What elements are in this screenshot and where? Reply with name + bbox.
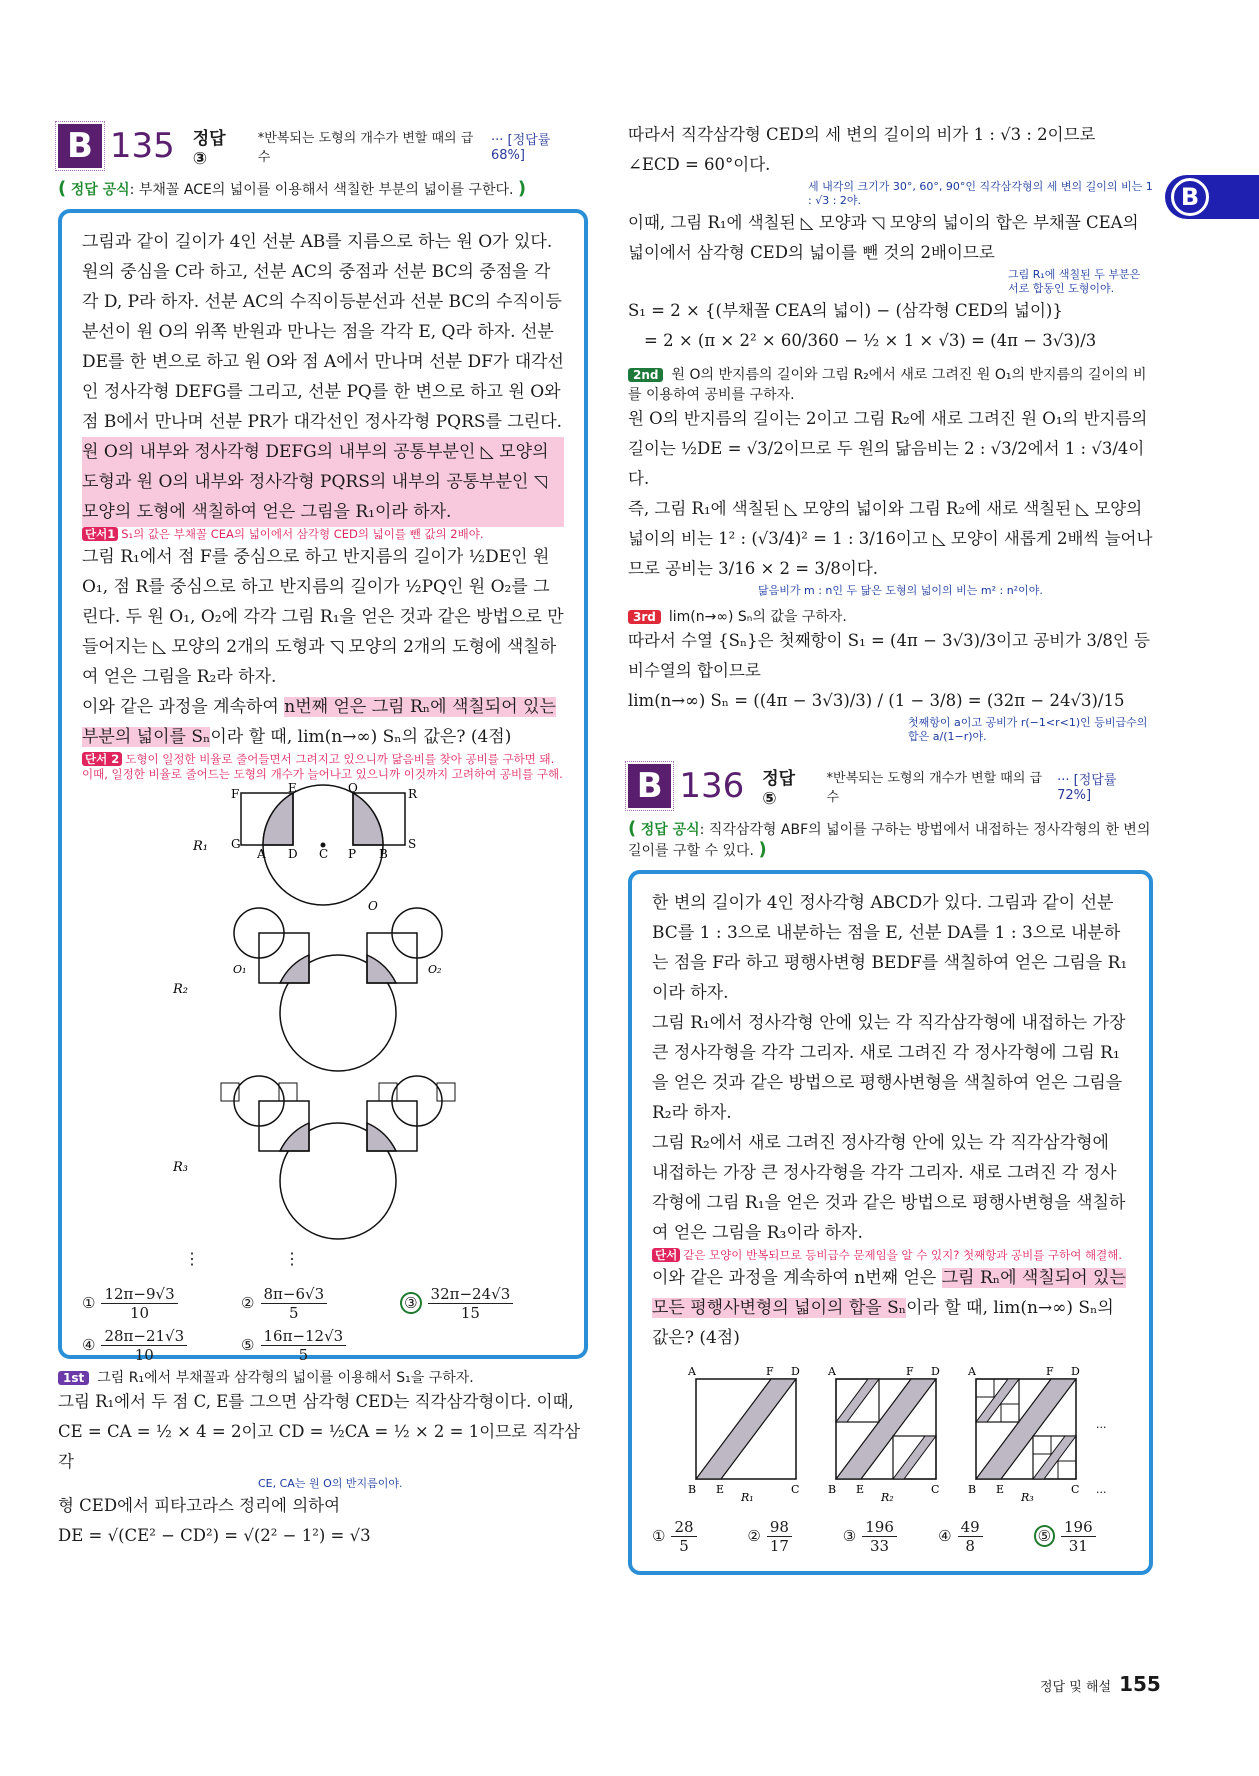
problem-text: 그림과 같이 길이가 4인 선분 AB를 지름으로 하는 원 O가 있다. 원의 중심을 C라 하고, 선분 AC의 중점과 선분 BC의 중점을 각각 D, P라 하자. 선분 AC의 수직이등분선과 선분 BC의 수직이등분선이 원 O의 위쪽 반원과 만나는 점을 각각 E, Q라 하자. 선분 DE를 한 변으로 하고 원 O와 점 A에서 만나며 선분 DF가 대각선인 정사각형 DEFG를 그리고, 선분 PQ를 한 변으로 하고 원 O와 점 B에서 만나며 선분 PR가 대각선인 정사각형 PQRS를 그린다. (82, 232, 564, 432)
q136-badge: B (628, 764, 671, 808)
problem-text-4: 이와 같은 과정을 계속하여 n번째 얻은 그림 Rₙ에 색칠되어 있는 모든 평행사변형의 넓이의 합을 Sₙ이라 할 때, lim(n→∞) Sₙ의 값은? (4점) (652, 1268, 1126, 1348)
step-text: 그림 R₁에서 부채꼴과 삼각형의 넓이를 이용해서 S₁을 구하자. (97, 1370, 474, 1386)
svg-text:R₃: R₃ (173, 1160, 188, 1175)
svg-text:···: ··· (1095, 1486, 1106, 1499)
svg-text:R₂: R₂ (880, 1491, 894, 1504)
svg-text:B: B (379, 847, 388, 861)
svg-text:F: F (765, 1365, 774, 1378)
page-number: 155 (1119, 1672, 1161, 1696)
svg-text:A: A (967, 1365, 976, 1378)
choice-4[interactable]: ④ $\frac{28\pi-21√3}{10}$ (82, 1324, 241, 1366)
hint-text: 도형이 일정한 비율로 줄어들면서 그려지고 있으니까 닮음비를 찾아 공비를 구하면 돼. 이때, 일정한 비율로 줄어드는 도형의 개수가 늘어나고 있으니까 이것까지 고려하여 공비를 구해. (82, 752, 563, 781)
hint-tag: 단서 (652, 1248, 680, 1262)
formula-text: : 부채꼴 ACE의 넓이를 이용해서 색칠한 부분의 넓이를 구한다. (129, 182, 514, 198)
hint-1 (82, 527, 564, 542)
q136-choices (652, 1515, 1129, 1557)
svg-text:B: B (687, 1483, 696, 1496)
choice-2[interactable]: ② $\frac{8\pi-6√3}{5}$ (241, 1282, 400, 1324)
solution-line: CE = CA = ½ × 4 = 2이고 CD = ½CA = ½ × 2 = 1이므로 직각삼각 (58, 1422, 581, 1471)
choice-1[interactable]: ① $\frac{12\pi-9√3}{10}$ (82, 1282, 241, 1324)
solution-line: 그림 R₁에서 두 점 C, E를 그으면 삼각형 CED는 직각삼각형이다. 이때, (58, 1392, 574, 1411)
svg-text:O₁: O₁ (233, 963, 247, 976)
formula-text: : 직각삼각형 ABF의 넓이를 구하는 방법에서 내접하는 정사각형의 한 변의 길이를 구할 수 있다. (628, 822, 1151, 859)
solution-note: CE, CA는 원 O의 반지름이야. (258, 1477, 403, 1490)
q135-formula: ( 정답 공식: 부채꼴 ACE의 넓이를 이용해서 색칠한 부분의 넓이를 구한다. ) (58, 178, 527, 199)
svg-text:D: D (930, 1365, 940, 1378)
figure-squares (656, 1361, 1126, 1504)
svg-text:C: C (1070, 1483, 1079, 1496)
formula-label: 정답 공식 (640, 822, 700, 838)
svg-text:D: D (288, 847, 298, 861)
q135-header (58, 120, 588, 172)
svg-text:E: E (288, 781, 297, 795)
solution-continued (628, 120, 1153, 1575)
section-tab-letter: B (1171, 178, 1209, 216)
svg-text:R₂: R₂ (173, 982, 188, 997)
q136-problem-box (628, 870, 1153, 1575)
q136-number: 136 (679, 766, 745, 806)
step-2 (628, 364, 1153, 404)
solution-line: lim(n→∞) Sₙ = ((4π − 3√3)/3) / (1 − 3/8) = (32π − 24√3)/15 (628, 691, 1125, 710)
svg-text:G: G (231, 837, 241, 851)
solution-line: 이때, 그림 R₁에 색칠된 ◺ 모양과 ◹ 모양의 넓이의 합은 부채꼴 CEA의 넓이에서 삼각형 CED의 넓이를 뺀 것의 2배이므로 (628, 213, 1139, 262)
choice-5[interactable]: ⑤ $\frac{16\pi-12√3}{5}$ (241, 1324, 400, 1366)
svg-text:C: C (790, 1483, 799, 1496)
svg-text:F: F (1045, 1365, 1054, 1378)
hint-text: S₁의 값은 부채꼴 CEA의 넓이에서 삼각형 CED의 넓이를 뺀 값의 2배야. (121, 527, 484, 541)
solution-line: DE = √(CE² − CD²) = √(2² − 1²) = √3 (58, 1526, 371, 1545)
q136-answer: 정답 ⑤ (762, 768, 796, 809)
problem-highlight: 원 O의 내부와 정사각형 DEFG의 내부의 공통부분인 ◺ 모양의 도형과 원 O의 내부와 정사각형 PQRS의 내부의 공통부분인 ◹ 모양의 도형에 색칠하여 얻은 그림을 R₁이라 하자. (82, 437, 564, 527)
svg-text:C: C (319, 847, 329, 861)
q135-topic: *반복되는 도형의 개수가 변할 때의 급수 (257, 131, 474, 165)
step-3 (628, 606, 1153, 626)
section-tab (1165, 175, 1259, 219)
svg-text:P: P (348, 847, 357, 861)
svg-text:R₁: R₁ (193, 839, 208, 854)
q136-rate: ··· [정답률 72%] (1057, 773, 1117, 803)
svg-text:O₂: O₂ (428, 963, 442, 976)
svg-text:S: S (408, 837, 417, 851)
step-text: 원 O의 반지름의 길이와 그림 R₂에서 새로 그려진 원 O₁의 반지름의 길이의 비를 이용하여 공비를 구하자. (628, 367, 1147, 403)
q135-choices (82, 1282, 564, 1366)
hint-tag: 단서 2 (82, 752, 122, 766)
step-tag: 1st (58, 1371, 89, 1385)
q136-header (628, 760, 1153, 812)
svg-text:E: E (715, 1483, 724, 1496)
solution-line: = 2 × (π × 2² × 60/360 − ½ × 1 × √3) = (4π − 3√3)/3 (644, 331, 1097, 350)
hint (652, 1248, 1129, 1263)
solution-line: ∠ECD = 60°이다. (628, 155, 771, 174)
problem-text-2: 그림 R₁에서 점 F를 중심으로 하고 반지름의 길이가 ½DE인 원 O₁, 점 R를 중심으로 하고 반지름의 길이가 ½PQ인 원 O₂를 그린다. 두 원 O₁, O₂에 각각 그림 R₁을 얻은 것과 같은 방법으로 만들어지는 ◺ 모양의 2개의 도형과 ◹ 모양의 2개의 도형에 색칠하여 얻은 그림을 R₂라 하자. (82, 547, 564, 687)
solution-line: 형 CED에서 피타고라스 정리에 의하여 (58, 1496, 341, 1515)
svg-text:A: A (257, 847, 266, 861)
solution-line: 원 O의 반지름의 길이는 2이고 그림 R₂에 새로 그려진 원 O₁의 반지름의 길이는 ½DE = √3/2이므로 두 원의 닮음비는 2 : √3/2에서 1 : √3/4이다. (628, 409, 1148, 488)
question-135 (58, 120, 588, 1551)
step-text: lim(n→∞) Sₙ의 값을 구하자. (668, 609, 847, 625)
continuation-dots: ⋮ ⋮ (184, 1249, 300, 1268)
solution-note: 첫째항이 a이고 공비가 r(−1<r<1)인 등비급수의 합은 a/(1−r)야. (908, 716, 1148, 743)
page-footer (1040, 1672, 1161, 1696)
problem-text-3: 이와 같은 과정을 계속하여 n번째 얻은 그림 Rₙ에 색칠되어 있는 부분의 넓이를 Sₙ이라 할 때, lim(n→∞) Sₙ의 값은? (4점) (82, 697, 556, 747)
svg-text:D: D (1070, 1365, 1080, 1378)
question-136 (628, 760, 1153, 1575)
svg-text:A: A (687, 1365, 696, 1378)
solution-note: 그림 R₁에 색칠된 두 부분은 서로 합동인 도형이야. (1008, 268, 1141, 295)
svg-text:A: A (827, 1365, 836, 1378)
step-tag: 2nd (628, 368, 663, 382)
svg-text:B: B (967, 1483, 976, 1496)
figure-r1 (173, 781, 473, 915)
problem-text: 한 변의 길이가 4인 정사각형 ABCD가 있다. 그림과 같이 선분 BC를 1 : 3으로 내분하는 점을 E, 선분 DA를 1 : 3으로 내분하는 점을 F라 하고 평행사변형 BEDF를 색칠하여 얻은 그림을 R₁이라 하자. (652, 893, 1128, 1003)
figure-r3 (163, 1081, 483, 1241)
choice-4[interactable]: ④ $\frac{49}{8}$ (938, 1515, 1033, 1557)
svg-text:D: D (790, 1365, 800, 1378)
solution-line: 따라서 직각삼각형 CED의 세 변의 길이의 비가 1 : √3 : 2이므로 (628, 125, 1096, 144)
svg-text:B: B (827, 1483, 836, 1496)
solution-note: 세 내각의 크기가 30°, 60°, 90°인 직각삼각형의 세 변의 길이의 비는 1 : √3 : 2야. (808, 180, 1153, 207)
formula-label: 정답 공식 (70, 182, 130, 198)
svg-text:E: E (995, 1483, 1004, 1496)
q135-number: 135 (109, 126, 175, 166)
q136-topic: *반복되는 도형의 개수가 변할 때의 급수 (826, 771, 1043, 805)
hint-text: 같은 모양이 반복되므로 등비급수 문제임을 알 수 있지? 첫째항과 공비를 구하여 해결해. (683, 1248, 1122, 1262)
choice-1[interactable]: ① $\frac{28}{5}$ (652, 1515, 747, 1557)
footer-label: 정답 및 해설 (1040, 1680, 1112, 1695)
figure-r2 (163, 923, 483, 1073)
svg-text:C: C (930, 1483, 939, 1496)
svg-text:O: O (368, 899, 378, 913)
solution-line: 즉, 그림 R₁에 색칠된 ◺ 모양의 넓이와 그림 R₂에 새로 색칠된 ◺ 모양의 넓이의 비는 1² : (√3/4)² = 1 : 3/16이고 ◺ 모양이 새롭게 2배씩 늘어나므로 공비는 3/16 × 2 = 3/8이다. (628, 499, 1153, 578)
choice-3[interactable]: ③ $\frac{196}{33}$ (843, 1515, 938, 1557)
solution-note: 닮음비가 m : n인 두 닮은 도형의 넓이의 비는 m² : n²이야. (758, 584, 1043, 597)
q135-answer: 정답 ③ (192, 128, 226, 169)
q135-problem-box (58, 209, 588, 1364)
q135-badge: B (58, 124, 102, 168)
svg-text:F: F (231, 787, 240, 801)
choice-5-selected[interactable]: ⑤ $\frac{196}{31}$ (1034, 1515, 1129, 1557)
hint-2 (82, 752, 564, 782)
svg-text:F: F (905, 1365, 914, 1378)
svg-text:Q: Q (348, 781, 358, 795)
hint-tag: 단서1 (82, 527, 118, 541)
choice-3-selected[interactable]: ③ $\frac{32\pi-24√3}{15}$ (400, 1282, 559, 1324)
svg-text:R₁: R₁ (740, 1491, 754, 1504)
step-1 (58, 1367, 588, 1387)
problem-text-2: 그림 R₁에서 정사각형 안에 있는 각 직각삼각형에 내접하는 가장 큰 정사각형을 각각 그리자. 새로 그려진 각 정사각형에 그림 R₁을 얻은 것과 같은 방법으로 평행사변형을 색칠하여 얻은 그림을 R₂라 하자. (652, 1013, 1126, 1123)
svg-text:R: R (408, 787, 418, 801)
svg-text:E: E (855, 1483, 864, 1496)
solution-line: S₁ = 2 × {(부채꼴 CEA의 넓이) − (삼각형 CED의 넓이)} (628, 301, 1063, 320)
choice-2[interactable]: ② $\frac{98}{17}$ (747, 1515, 842, 1557)
q136-formula: ( 정답 공식: 직각삼각형 ABF의 넓이를 구하는 방법에서 내접하는 정사각형의 한 변의 길이를 구할 수 있다. ) (628, 818, 1151, 860)
svg-text:···: ··· (1095, 1421, 1106, 1434)
svg-text:R₃: R₃ (1020, 1491, 1034, 1504)
solution-line: 따라서 수열 {Sₙ}은 첫째항이 S₁ = (4π − 3√3)/3이고 공비가 3/8인 등비수열의 합이므로 (628, 631, 1150, 680)
problem-text-3: 그림 R₂에서 새로 그려진 정사각형 안에 있는 각 직각삼각형에 내접하는 가장 큰 정사각형을 각각 그리자. 새로 그려진 각 정사각형에 그림 R₁을 얻은 것과 같은 방법으로 평행사변형을 색칠하여 얻은 그림을 R₃이라 하자. (652, 1133, 1126, 1243)
q135-rate: ··· [정답률 68%] (490, 133, 551, 163)
step-tag: 3rd (628, 610, 661, 624)
